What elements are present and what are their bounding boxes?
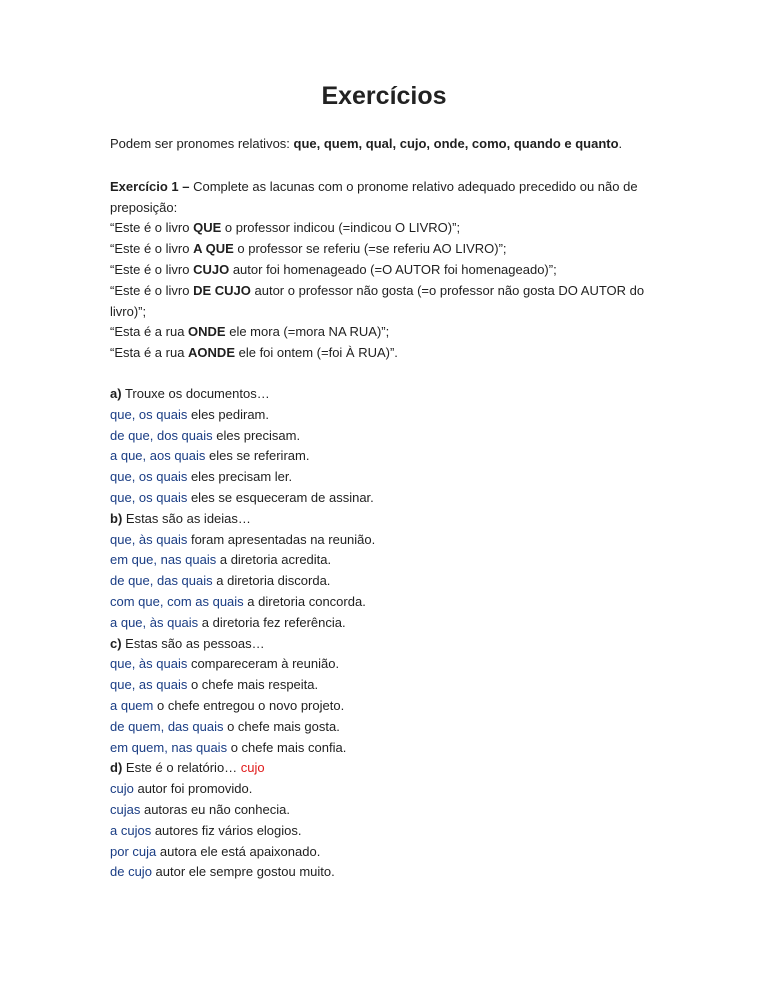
example-prefix: “Este é o livro [110, 220, 194, 236]
answer-line [110, 738, 670, 759]
answer-pronoun: que, às quais [110, 656, 188, 672]
example-suffix: ele foi ontem (=foi À RUA)”. [235, 345, 398, 361]
example-suffix: o professor se referiu (=se referiu AO LIVRO)”; [233, 241, 507, 257]
section-heading [110, 634, 670, 655]
exercise-instruction [110, 177, 670, 219]
intro-pronoun-list: que, quem, qual, cujo, onde, como, quando e quanto [293, 136, 619, 151]
answer-rest: eles se referiram. [205, 448, 310, 464]
answer-pronoun: a que, às quais [110, 614, 199, 630]
example-pronoun: ONDE [188, 324, 226, 340]
section-letter: c) [110, 635, 122, 651]
section-letter: a) [110, 385, 122, 401]
example-prefix: “Esta é a rua [110, 345, 189, 361]
section-prompt: Estas são as pessoas… [121, 635, 265, 651]
example-suffix: autor foi homenageado (=O AUTOR foi homenageado)”; [229, 261, 557, 277]
answer-line [110, 717, 670, 738]
page-title: Exercícios [321, 82, 447, 110]
answer-pronoun: que, às quais [110, 531, 188, 547]
answer-pronoun: a que, aos quais [110, 448, 206, 464]
answer-rest: autoras eu não conhecia. [140, 801, 290, 817]
answer-pronoun: em que, nas quais [110, 552, 217, 568]
example-pronoun: CUJO [193, 261, 230, 277]
intro-suffix: . [618, 136, 623, 151]
answer-pronoun: em quem, nas quais [110, 739, 228, 755]
answer-line [110, 862, 670, 883]
answer-line [110, 842, 670, 863]
answer-pronoun: por cuja [110, 843, 157, 859]
answer-pronoun: de que, das quais [110, 573, 213, 589]
example-line [110, 322, 670, 343]
answer-pronoun: cujo [110, 781, 134, 797]
answer-rest: eles precisam ler. [187, 469, 293, 485]
answer-pronoun: que, os quais [110, 489, 188, 505]
answer-rest: o chefe entregou o novo projeto. [153, 697, 345, 713]
answer-rest: foram apresentadas na reunião. [187, 531, 376, 547]
example-line [110, 239, 670, 260]
intro-paragraph [110, 134, 670, 155]
answer-rest: o chefe mais confia. [227, 739, 347, 755]
example-prefix: “Esta é a rua [110, 324, 189, 340]
answer-rest: autora ele está apaixonado. [156, 843, 321, 859]
answer-rest: compareceram à reunião. [187, 656, 340, 672]
example-suffix: o professor indicou (=indicou O LIVRO)”; [221, 220, 461, 236]
answer-rest: eles se esqueceram de assinar. [187, 489, 374, 505]
answer-line [110, 467, 670, 488]
answer-line [110, 800, 670, 821]
answer-rest: a diretoria acredita. [216, 552, 332, 568]
answer-pronoun: cujas [110, 801, 141, 817]
example-suffix: autor o professor não gosta (=o professor não gosta DO AUTOR do livro)”; [110, 282, 645, 319]
answer-rest: eles pediram. [187, 406, 269, 422]
answer-pronoun: a quem [110, 697, 154, 713]
answer-line [110, 405, 670, 426]
answer-rest: autor foi promovido. [133, 781, 253, 797]
example-prefix: “Este é o livro [110, 282, 194, 298]
section-letter: b) [110, 510, 123, 526]
answer-line [110, 426, 670, 447]
answer-rest: eles precisam. [212, 427, 301, 443]
example-prefix: “Este é o livro [110, 241, 194, 257]
answer-pronoun: que, as quais [110, 677, 188, 693]
section-heading [110, 384, 670, 405]
example-pronoun: A QUE [193, 241, 234, 257]
answer-pronoun: de que, dos quais [110, 427, 213, 443]
answer-line [110, 654, 670, 675]
example-suffix: ele mora (=mora NA RUA)”; [225, 324, 390, 340]
answer-pronoun: que, os quais [110, 406, 188, 422]
answer-rest: o chefe mais gosta. [223, 718, 340, 734]
answer-rest: autor ele sempre gostou muito. [151, 864, 335, 880]
intro-prefix: Podem ser pronomes relativos: [110, 136, 294, 151]
exercise-label: Exercício 1 – [110, 178, 190, 194]
spacer [110, 364, 670, 384]
answer-pronoun: com que, com as quais [110, 593, 244, 609]
answer-rest: autores fiz vários elogios. [151, 822, 302, 838]
exercise-instruction-text: Complete as lacunas com o pronome relativo adequado precedido ou não de preposição: [110, 178, 638, 215]
answer-rest: o chefe mais respeita. [187, 677, 319, 693]
section-prompt: Este é o relatório… [122, 760, 241, 776]
section-heading [110, 509, 670, 530]
answer-line [110, 530, 670, 551]
answer-rest: a diretoria discorda. [212, 573, 331, 589]
answer-rest: a diretoria concorda. [243, 593, 366, 609]
answer-rest: a diretoria fez referência. [198, 614, 346, 630]
answer-pronoun: a cujos [110, 822, 152, 838]
section-prompt: Estas são as ideias… [122, 510, 251, 526]
answer-line [110, 446, 670, 467]
example-prefix: “Este é o livro [110, 261, 194, 277]
section-letter: d) [110, 760, 123, 776]
answer-line [110, 696, 670, 717]
section-prompt: Trouxe os documentos… [121, 385, 270, 401]
answer-line [110, 571, 670, 592]
document-body [110, 134, 670, 883]
answer-line [110, 550, 670, 571]
example-pronoun: AONDE [188, 345, 235, 361]
example-line [110, 218, 670, 239]
exercise-sections [110, 384, 670, 883]
answer-line [110, 488, 670, 509]
answer-line [110, 821, 670, 842]
answer-line [110, 613, 670, 634]
example-line [110, 260, 670, 281]
example-line [110, 281, 670, 323]
example-pronoun: QUE [193, 220, 222, 236]
answer-pronoun: de quem, das quais [110, 718, 224, 734]
answer-line [110, 675, 670, 696]
section-hint: cujo [240, 760, 265, 776]
section-heading [110, 758, 670, 779]
example-line [110, 343, 670, 364]
answer-pronoun: de cujo [110, 864, 152, 880]
example-pronoun: DE CUJO [193, 282, 251, 298]
answer-line [110, 592, 670, 613]
answer-pronoun: que, os quais [110, 469, 188, 485]
answer-line [110, 779, 670, 800]
example-list [110, 218, 670, 364]
